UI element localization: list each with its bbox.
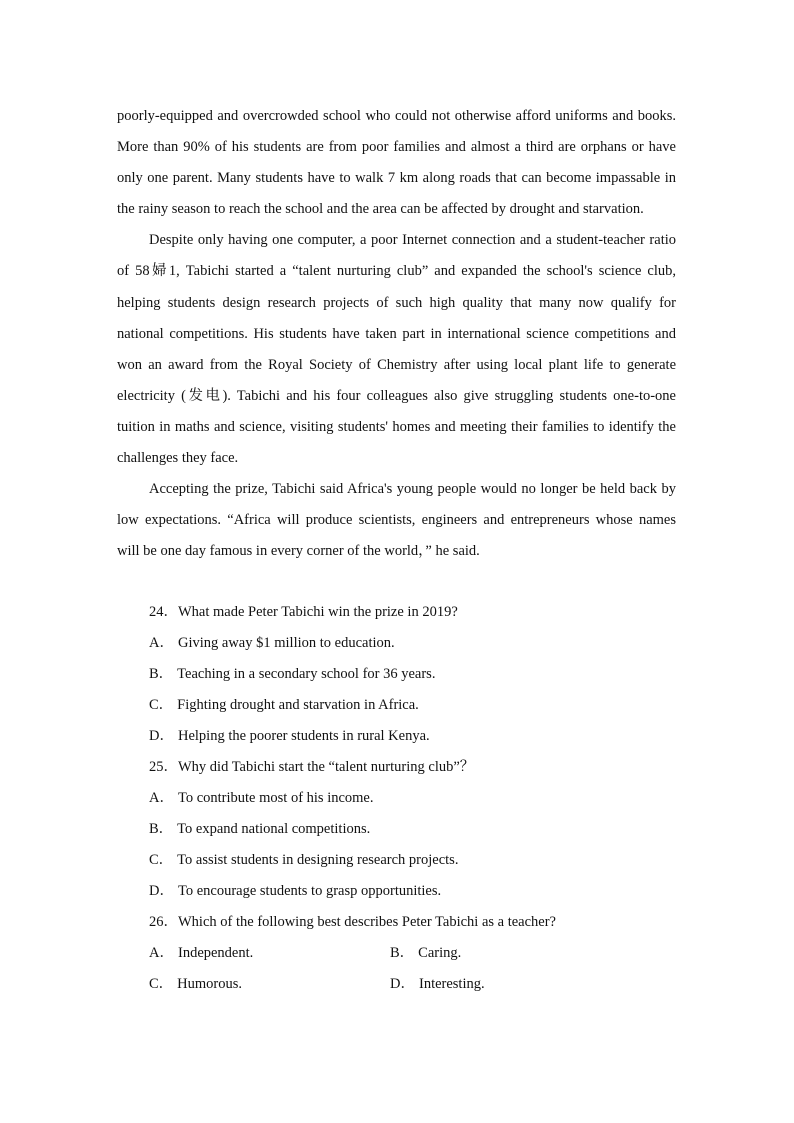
option-letter: B． [149,666,174,682]
option-letter: C． [149,697,174,713]
option-letter: D． [390,976,415,992]
question-number: 24． [149,604,178,620]
option-b[interactable] [117,659,677,690]
question-25 [117,752,677,907]
option-a[interactable] [117,783,677,814]
option-row-cd [117,969,677,1000]
option-d[interactable] [117,721,677,752]
passage-paragraph-3: Accepting the prize, Tabichi said Africa's young people would no longer be held back by low expectations. “Africa will produce scientists, engineers and entrepreneurs whose names will be one day famous in every corner of the world，” he said. [117,481,676,560]
option-letter: C． [149,976,174,992]
option-letter: C． [149,852,174,868]
option-d[interactable] [117,876,677,907]
question-number: 26． [149,914,178,930]
option-d[interactable] [390,969,485,1000]
option-text: To contribute most of his income. [177,790,374,806]
option-text: To encourage students to grasp opportunities. [177,883,442,899]
reading-passage [117,101,676,567]
option-letter: A． [149,790,174,806]
option-text: Interesting. [418,976,485,992]
question-26 [117,907,677,1000]
question-list [117,597,677,1000]
question-text: What made Peter Tabichi win the prize in 2019? [178,604,458,620]
option-c[interactable] [149,969,242,1000]
question-stem [117,752,677,783]
option-letter: A． [149,635,174,651]
option-text: To expand national competitions. [177,821,371,837]
question-24 [117,597,677,752]
option-text: Caring. [418,945,462,961]
option-b[interactable] [117,814,677,845]
option-letter: D． [149,728,174,744]
option-text: Humorous. [177,976,243,992]
option-c[interactable] [117,690,677,721]
option-text: Fighting drought and starvation in Africa. [177,697,419,713]
option-letter: B． [390,945,415,961]
question-text: Which of the following best describes Peter Tabichi as a teacher? [178,914,556,930]
passage-paragraph-2: Despite only having one computer, a poor Internet connection and a student-teacher ratio of 58婦1, Tabichi started a “talent nurturing club” and expanded the school's science club, helping students design research projects of such high quality that many now qualify for national competitions. His students have taken part in international science competitions and won an award from the Royal Society of Chemistry after using local plant life to generate electricity (发电). Tabichi and his four colleagues also give struggling students one-to-one tuition in maths and science, visiting students' homes and meeting their families to identify the challenges they face. [117,232,676,467]
option-row-ab [117,938,677,969]
option-letter: B． [149,821,174,837]
option-text: Independent. [177,945,254,961]
option-a[interactable] [117,628,677,659]
option-text: Teaching in a secondary school for 36 years. [177,666,436,682]
option-text: Giving away $1 million to education. [177,635,395,651]
passage-paragraph-1: poorly-equipped and overcrowded school who could not otherwise afford uniforms and books. More than 90% of his students are from poor families and almost a third are orphans or have only one parent. Many students have to walk 7 km along roads that can become impassable in the rainy season to reach the school and the area can be affected by drought and starvation. [117,108,676,218]
option-c[interactable] [117,845,677,876]
question-text: Why did Tabichi start the “talent nurturing club”？ [178,759,475,775]
question-stem [117,597,677,628]
option-text: Helping the poorer students in rural Kenya. [177,728,430,744]
option-letter: D． [149,883,174,899]
option-text: To assist students in designing research projects. [177,852,459,868]
option-letter: A． [149,945,174,961]
option-b[interactable] [390,938,461,969]
question-number: 25． [149,759,178,775]
option-a[interactable] [149,938,253,969]
question-stem [117,907,677,938]
